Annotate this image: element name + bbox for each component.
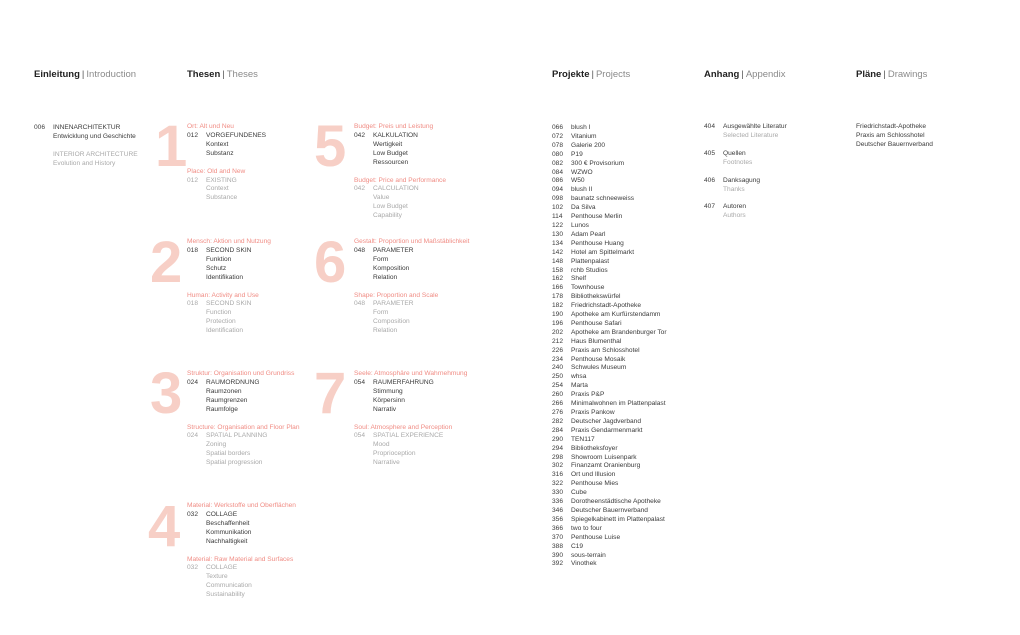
project-item xyxy=(552,258,667,267)
project-page-number: 190 xyxy=(552,311,564,319)
project-page-number: 234 xyxy=(552,355,564,363)
project-item xyxy=(552,347,667,356)
project-page-number: 122 xyxy=(552,221,564,229)
project-page-number: 084 xyxy=(552,168,564,176)
intro-title-de: INNENARCHITEKTUR xyxy=(53,124,121,131)
project-title: blush I xyxy=(571,124,591,131)
header-plans: Pläne | Drawings xyxy=(856,69,928,80)
project-title: Bibliotheksfoyer xyxy=(571,444,618,452)
thesis-block-4: Material: Werkstoffe und Oberflächen 032 COLLAGE Beschaffenheit Kommunikation Nachhaltigkeit Material: Raw Material and Surfaces 032 COLLAGE Texture Communication Sustainability xyxy=(187,502,296,599)
appendix-list xyxy=(704,123,787,221)
appendix-item: 405 Quellen Footnotes xyxy=(704,149,753,166)
project-page-number: 078 xyxy=(552,141,564,149)
project-item xyxy=(552,489,667,498)
project-page-number: 366 xyxy=(552,524,564,532)
project-title: Penthouse Huang xyxy=(571,239,624,247)
project-title: Deutscher Bauernverband xyxy=(571,506,648,514)
plan-item: Praxis am Schlosshotel xyxy=(856,131,925,139)
project-title: Praxis P&P xyxy=(571,391,605,399)
project-page-number: 082 xyxy=(552,159,564,167)
project-title: Vinothek xyxy=(571,560,597,568)
project-item xyxy=(552,382,667,391)
project-title: Dorotheenstädtische Apotheke xyxy=(571,498,661,506)
project-item xyxy=(552,195,667,204)
thesis-number-4: 4 xyxy=(148,494,181,559)
appendix-item: 407 Autoren Authors xyxy=(704,203,747,220)
project-item xyxy=(552,364,667,373)
project-page-number: 158 xyxy=(552,266,564,274)
header-projects: Projekte | Projects xyxy=(552,69,631,80)
project-title: Haus Blumenthal xyxy=(571,337,622,345)
project-title: Cube xyxy=(571,489,587,497)
project-title: Shelf xyxy=(571,275,587,283)
project-title: WZWO xyxy=(571,168,593,176)
project-title: Lunos xyxy=(571,221,589,229)
project-item xyxy=(552,507,667,516)
intro-section: 006 INNENARCHITEKTUR Entwicklung und Geschichte INTERIOR ARCHITECTURE Evolution and History xyxy=(34,124,138,167)
intro-title-en: INTERIOR ARCHITECTURE xyxy=(53,150,138,158)
header-theses: Thesen | Theses xyxy=(187,69,258,80)
project-item xyxy=(552,177,667,186)
project-page-number: 098 xyxy=(552,195,564,203)
project-page-number: 356 xyxy=(552,515,564,523)
project-item xyxy=(552,222,667,231)
project-item xyxy=(552,275,667,284)
project-item xyxy=(552,409,667,418)
project-page-number: 294 xyxy=(552,444,564,452)
thesis-number-2: 2 xyxy=(150,230,183,295)
project-page-number: 102 xyxy=(552,204,564,212)
project-title: Penthouse Luise xyxy=(571,533,621,541)
project-page-number: 276 xyxy=(552,409,564,416)
thesis-block-1: Ort: Alt und Neu 012 VORGEFUNDENES Kontext Substanz Place: Old and New 012 EXISTING Context Substance xyxy=(187,123,267,202)
thesis-number-3: 3 xyxy=(150,361,183,426)
project-title: whsa xyxy=(571,373,587,381)
project-item xyxy=(552,293,667,302)
project-page-number: 254 xyxy=(552,382,564,390)
project-page-number: 080 xyxy=(552,150,564,158)
thesis-number-7: 7 xyxy=(314,361,347,426)
project-item xyxy=(552,204,667,213)
project-title: Penthouse Mies xyxy=(571,480,619,488)
project-item xyxy=(552,169,667,178)
project-title: Galerie 200 xyxy=(571,141,606,149)
project-page-number: 148 xyxy=(552,257,564,265)
project-page-number: 370 xyxy=(552,533,564,541)
thesis-block-5: Budget: Preis und Leistung 042 KALKULATION Wertigkeit Low Budget Ressourcen Budget: Price and Performance 042 CALCULATION Value Low Budget Capability xyxy=(354,123,446,220)
project-item xyxy=(552,480,667,489)
project-title: 300 € Provisorium xyxy=(571,159,625,167)
thesis-block-7: Seele: Atmosphäre und Wahrnehmung 054 RAUMERFAHRUNG Stimmung Körpersinn Narrativ Soul: Atmosphere and Perception 054 SPATIAL EXPERIENCE Mood Proprioception Narrative xyxy=(354,370,468,467)
project-title: C19 xyxy=(571,542,584,550)
project-item xyxy=(552,471,667,480)
project-title: Bibliothekswürfel xyxy=(571,293,621,301)
project-page-number: 388 xyxy=(552,542,564,550)
project-title: Apotheke am Kurfürstendamm xyxy=(571,311,661,319)
project-title: sous-terrain xyxy=(571,551,606,559)
project-title: Penthouse Safari xyxy=(571,319,622,327)
project-item xyxy=(552,240,667,249)
project-item xyxy=(552,338,667,347)
project-page-number: 346 xyxy=(552,506,564,514)
project-title: Praxis Gendarmenmarkt xyxy=(571,426,643,434)
project-item xyxy=(552,160,667,169)
project-title: Ort und Illusion xyxy=(571,471,616,479)
project-title: Minimalwohnen im Plattenpalast xyxy=(571,400,666,408)
project-title: TEN117 xyxy=(571,435,595,443)
project-item xyxy=(552,213,667,222)
project-title: Marta xyxy=(571,382,588,390)
header-introduction: Einleitung | Introduction xyxy=(34,69,137,80)
project-page-number: 282 xyxy=(552,417,564,425)
project-title: Penthouse Mosaik xyxy=(571,355,626,363)
project-page-number: 250 xyxy=(552,373,564,381)
plans-list xyxy=(856,123,933,150)
project-page-number: 114 xyxy=(552,213,563,221)
thesis-block-2: Mensch: Aktion und Nutzung 018 SECOND SKIN Funktion Schutz Identifikation Human: Activity and Use 018 SECOND SKIN Function Protection Identification xyxy=(187,238,271,335)
project-title: W50 xyxy=(571,177,585,185)
project-page-number: 240 xyxy=(552,364,564,372)
project-title: Da Silva xyxy=(571,204,596,212)
project-item xyxy=(552,151,667,160)
thesis-number-5: 5 xyxy=(314,114,347,179)
appendix-item: 404 Ausgewählte Literatur Selected Literature xyxy=(704,123,787,139)
projects-list xyxy=(552,124,667,569)
project-page-number: 086 xyxy=(552,177,564,185)
project-item xyxy=(552,320,667,329)
project-page-number: 392 xyxy=(552,560,564,568)
project-page-number: 290 xyxy=(552,435,564,443)
project-page-number: 390 xyxy=(552,551,564,559)
project-title: Hotel am Spittelmarkt xyxy=(571,248,635,256)
project-item xyxy=(552,249,667,258)
project-page-number: 130 xyxy=(552,230,564,238)
project-item xyxy=(552,124,667,133)
thesis-number-1: 1 xyxy=(155,114,188,179)
project-item xyxy=(552,462,667,471)
project-item xyxy=(552,142,667,151)
project-page-number: 134 xyxy=(552,239,564,247)
project-title: Adam Pearl xyxy=(571,230,606,238)
project-item xyxy=(552,436,667,445)
project-title: P19 xyxy=(571,150,583,158)
plan-item: Deutscher Bauernverband xyxy=(856,140,933,148)
project-title: rchb Studios xyxy=(571,266,608,274)
project-title: Deutscher Jagdverband xyxy=(571,417,642,425)
intro-subtitle-de: Entwicklung und Geschichte xyxy=(53,132,136,140)
project-item xyxy=(552,552,667,561)
project-page-number: 298 xyxy=(552,453,564,461)
project-item xyxy=(552,418,667,427)
project-page-number: 162 xyxy=(552,275,564,283)
project-page-number: 142 xyxy=(552,248,564,256)
project-title: Vitanium xyxy=(571,132,597,140)
thesis-number-6: 6 xyxy=(314,230,347,295)
project-item xyxy=(552,525,667,534)
project-page-number: 266 xyxy=(552,400,564,408)
project-title: Friedrichstadt-Apotheke xyxy=(571,302,642,310)
project-item xyxy=(552,186,667,195)
project-item xyxy=(552,267,667,276)
project-title: blush II xyxy=(571,186,593,194)
project-page-number: 260 xyxy=(552,391,564,399)
project-title: Plattenpalast xyxy=(571,257,610,265)
project-item xyxy=(552,231,667,240)
project-title: Spiegelkabinett im Plattenpalast xyxy=(571,515,665,523)
project-title: baunatz schneeweiss xyxy=(571,195,635,203)
project-item xyxy=(552,516,667,525)
project-title: Showroom Luisenpark xyxy=(571,453,637,461)
project-page-number: 336 xyxy=(552,498,564,506)
project-title: Praxis Pankow xyxy=(571,409,615,416)
project-item xyxy=(552,543,667,552)
project-item xyxy=(552,284,667,293)
project-page-number: 178 xyxy=(552,293,564,301)
project-page-number: 166 xyxy=(552,284,564,292)
intro-subtitle-en: Evolution and History xyxy=(53,159,116,167)
project-title: two to four xyxy=(571,524,602,532)
header-appendix: Anhang | Appendix xyxy=(704,69,786,80)
project-item xyxy=(552,133,667,142)
project-page-number: 226 xyxy=(552,346,564,354)
project-page-number: 322 xyxy=(552,480,564,488)
project-item xyxy=(552,373,667,382)
project-page-number: 302 xyxy=(552,462,564,470)
project-page-number: 316 xyxy=(552,471,564,479)
project-item xyxy=(552,302,667,311)
project-page-number: 066 xyxy=(552,124,564,131)
project-item xyxy=(552,329,667,338)
project-item xyxy=(552,498,667,507)
thesis-block-6: Gestalt: Proportion und Maßstäblichkeit 048 PARAMETER Form Komposition Relation Shape: Proportion and Scale 048 PARAMETER Form Composition Relation xyxy=(354,238,470,335)
project-page-number: 182 xyxy=(552,302,564,310)
project-title: Townhouse xyxy=(571,284,605,292)
project-title: Penthouse Merlin xyxy=(571,213,623,221)
project-item xyxy=(552,356,667,365)
plan-item: Friedrichstadt-Apotheke xyxy=(856,123,927,130)
appendix-item: 406 Danksagung Thanks xyxy=(704,176,761,193)
project-title: Schwules Museum xyxy=(571,364,627,372)
thesis-block-3: Struktur: Organisation und Grundriss 024 RAUMORDNUNG Raumzonen Raumgrenzen Raumfolge Structure: Organisation and Floor Plan 024 SPATIAL PLANNING Zoning Spatial borders Spatial progression xyxy=(187,370,300,467)
project-item xyxy=(552,427,667,436)
project-page-number: 196 xyxy=(552,319,564,327)
project-item xyxy=(552,400,667,409)
project-page-number: 330 xyxy=(552,489,564,497)
project-item xyxy=(552,311,667,320)
project-item xyxy=(552,445,667,454)
project-title: Praxis am Schlosshotel xyxy=(571,346,640,354)
project-item xyxy=(552,560,667,569)
project-item xyxy=(552,391,667,400)
project-page-number: 202 xyxy=(552,328,564,336)
project-page-number: 284 xyxy=(552,426,564,434)
project-title: Finanzamt Oranienburg xyxy=(571,462,641,470)
project-item xyxy=(552,454,667,463)
project-page-number: 072 xyxy=(552,132,564,140)
project-page-number: 212 xyxy=(552,337,564,345)
project-page-number: 094 xyxy=(552,186,564,194)
project-title: Apotheke am Brandenburger Tor xyxy=(571,328,667,336)
project-item xyxy=(552,534,667,543)
